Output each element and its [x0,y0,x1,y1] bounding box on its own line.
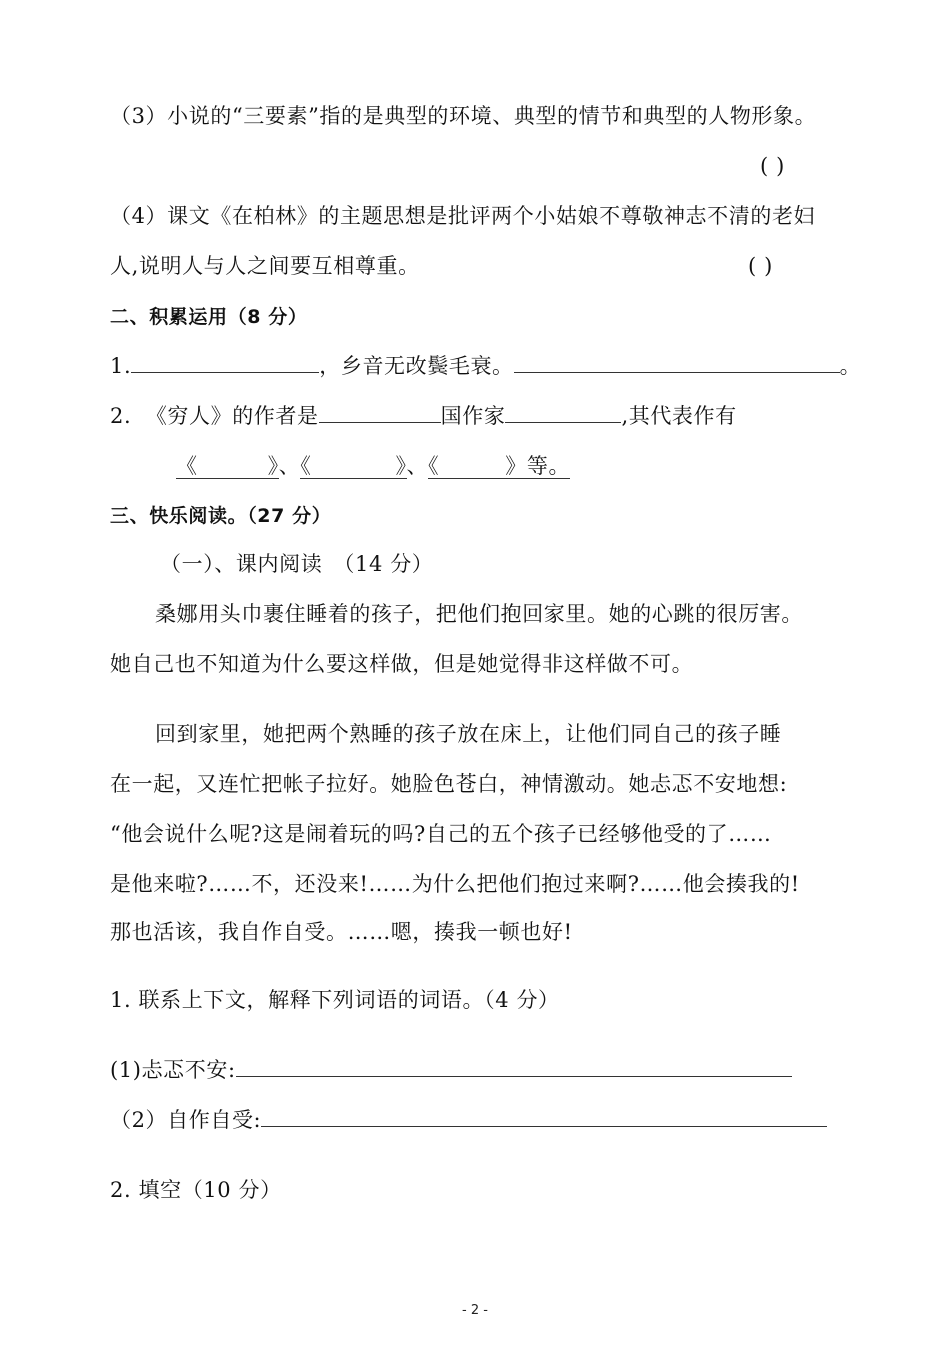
q1-a-answer-blank[interactable] [236,1056,792,1077]
q1-number: 1. [110,354,132,378]
passage-p2-line3: “他会说什么呢?这是闹着玩的吗?自己的五个孩子已经够他受的了…… [110,822,772,846]
q1-b-label: （2）自作自受: [110,1108,262,1132]
passage-p2-line5: 那也活该，我自作自受。……嗯，揍我一顿也好! [110,920,573,944]
passage-p2-line1: 回到家里，她把两个熟睡的孩子放在床上，让他们同自己的孩子睡 [155,722,782,746]
judge-q3-text: （3）小说的“三要素”指的是典型的环境、典型的情节和典型的人物形象。 [110,104,817,128]
q1-b-answer-blank[interactable] [261,1106,827,1127]
q1-a-label: (1)忐忑不安: [110,1058,236,1082]
works-sep-1: 、 [278,454,301,478]
section3-heading: 三、快乐阅读。（27 分） [110,505,332,527]
q2-text-a: 《穷人》的作者是 [145,404,319,428]
q1-middle: ，乡音无改鬓毛衰。 [319,354,514,378]
work-blank-1[interactable]: 《 》 [176,454,279,478]
author-fill-line [110,402,737,430]
country-blank[interactable] [319,402,441,423]
poem-blank-2[interactable] [514,352,840,373]
works-fill-line [176,452,570,480]
reading-q2-title: 2. 填空（10 分） [110,1178,282,1202]
section2-heading: 二、积累运用（8 分） [110,306,308,328]
judge-q4-paren[interactable]: ( ) [748,254,773,278]
passage-p1-line1: 桑娜用头巾裹住睡着的孩子，把他们抱回家里。她的心跳的很厉害。 [155,602,803,626]
judge-q4-line1: （4）课文《在柏林》的主题思想是批评两个小姑娘不尊敬神志不清的老妇 [110,204,816,228]
reading-q1-a [110,1056,792,1084]
judge-q4-line2: 人,说明人与人之间要互相尊重。 [110,254,420,278]
reading-q1-title: 1. 联系上下文，解释下列词语的词语。（4 分） [110,988,560,1012]
works-sep-2: 、 [406,454,429,478]
passage-p2-line2: 在一起，又连忙把帐子拉好。她脸色苍白，神情激动。她忐忑不安地想: [110,772,788,796]
work-blank-2[interactable]: 《 》 [300,454,407,478]
poem-fill-line [110,352,861,380]
passage-p1-line2: 她自己也不知道为什么要这样做，但是她觉得非这样做不可。 [110,652,694,676]
passage-p2-line4: 是他来啦?……不，还没来!……为什么把他们抱过来啊?……他会揍我的! [110,872,800,896]
reading-q1-b [110,1106,827,1134]
q1-end: 。 [839,354,862,378]
section3-sub-heading: （一）、课内阅读 （14 分） [160,552,434,576]
work-blank-3[interactable]: 《 》等。 [428,454,571,478]
q2-number: 2. [110,404,132,428]
judge-q3-paren[interactable]: ( ) [760,154,785,178]
page-number: - 2 - [462,1303,488,1318]
q2-text-b: 国作家 [440,404,506,428]
author-blank[interactable] [505,402,621,423]
q2-text-c: ,其代表作有 [621,404,737,428]
poem-blank-1[interactable] [131,352,319,373]
